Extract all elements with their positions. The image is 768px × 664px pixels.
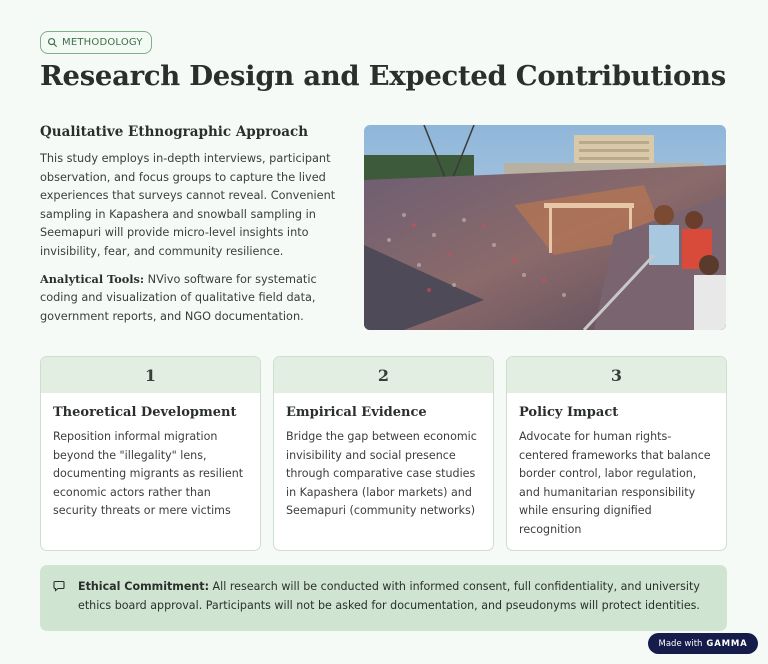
ethics-label: Ethical Commitment: <box>78 580 210 593</box>
card-body: Bridge the gap between economic invisibility and social presence through comparative case studies in Kapashera (labor markets) and Seemapuri (community networks) <box>286 430 477 517</box>
card-title: Policy Impact <box>519 405 619 420</box>
card-number: 1 <box>41 357 260 393</box>
card-title: Theoretical Development <box>53 405 237 420</box>
approach-section <box>40 124 340 326</box>
card-title: Empirical Evidence <box>286 405 427 420</box>
card-number: 3 <box>507 357 726 393</box>
analytical-tools <box>40 270 340 327</box>
badge-brand: GAMMA <box>706 638 748 649</box>
comment-icon <box>53 580 65 592</box>
card-theoretical <box>40 356 261 551</box>
ethics-callout <box>40 565 727 631</box>
page-title: Research Design and Expected Contributions <box>40 60 726 92</box>
card-body: Reposition informal migration beyond the "illegality" lens, documenting migrants as resilient economic actors rather than security threats or mere victims <box>53 430 244 517</box>
card-number: 2 <box>274 357 493 393</box>
approach-body: This study employs in-depth interviews, participant observation, and focus groups to capture the lived experiences that surveys cannot reveal. Convenient sampling in Kapashera and snowball sampling in Seemapuri will provide micro-level insights into invisibility, fear, and community resilience. <box>40 152 336 258</box>
contributions-cards <box>40 356 727 551</box>
section-tag <box>40 31 152 54</box>
analytical-tools-text: NVivo software for systematic coding and visualization of qualitative field data, government reports, and NGO documentation. <box>40 272 317 323</box>
analytical-tools-label: Analytical Tools: <box>40 271 145 286</box>
ethics-text: All research will be conducted with informed consent, full confidentiality, and university ethics board approval. Participants will not be asked for documentation, and pseudonyms will protect identities. <box>78 580 700 612</box>
section-tag-label: METHODOLOGY <box>62 37 143 48</box>
card-empirical <box>273 356 494 551</box>
crowd-photo <box>364 125 726 330</box>
magnifier-icon <box>47 37 58 48</box>
badge-prefix: Made with <box>658 638 703 649</box>
approach-heading: Qualitative Ethnographic Approach <box>40 124 309 140</box>
card-body: Advocate for human rights-centered frameworks that balance border control, labor regulation, and humanitarian responsibility while ensuring dignified recognition <box>519 430 711 536</box>
crowd-photo-illustration <box>364 125 726 330</box>
made-with-badge[interactable] <box>648 633 758 654</box>
card-policy <box>506 356 727 551</box>
